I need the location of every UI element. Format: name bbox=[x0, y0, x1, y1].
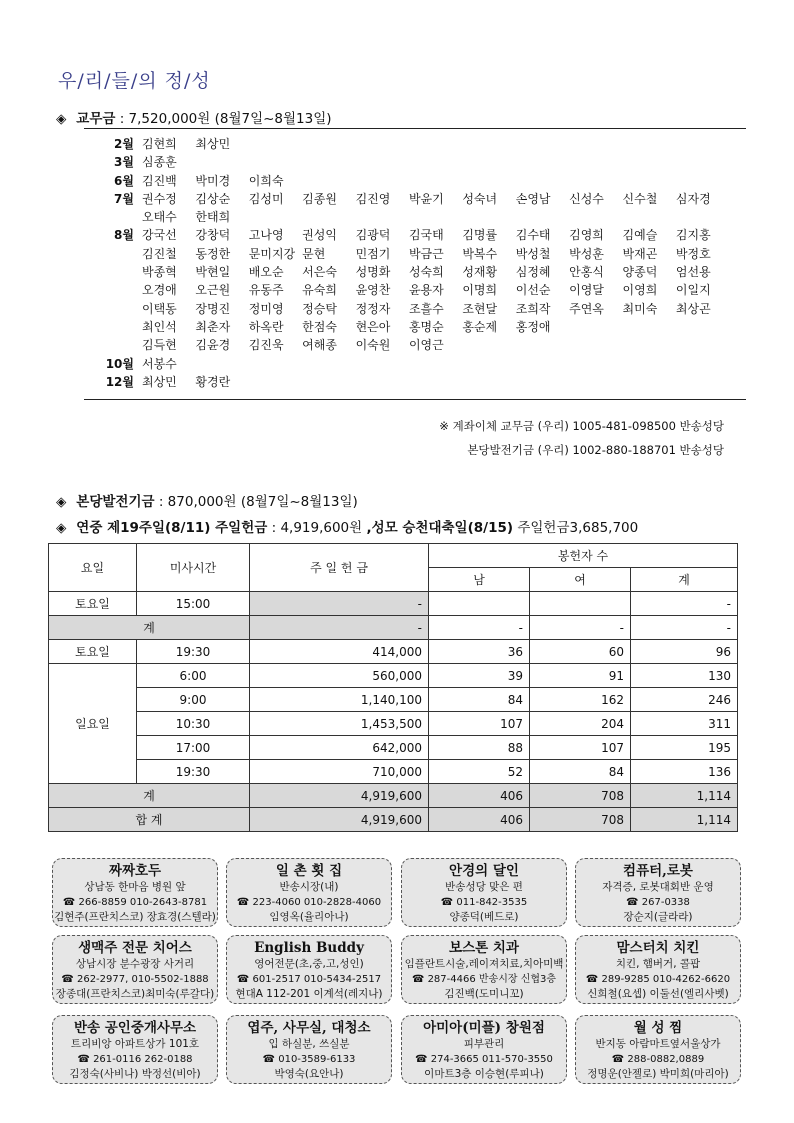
list-item bbox=[100, 208, 740, 226]
name-group bbox=[142, 172, 302, 190]
cell-time: 19:30 bbox=[137, 760, 250, 784]
cell-male: 39 bbox=[429, 664, 530, 688]
cell-subtotal-label: 계 bbox=[49, 784, 250, 808]
offering-table bbox=[48, 543, 738, 832]
parishioner-name: 김현희 bbox=[142, 137, 177, 151]
divider bbox=[84, 128, 746, 129]
parishioner-name: 정승탁 bbox=[302, 301, 337, 316]
parishioner-name: 고나영 bbox=[248, 228, 284, 243]
cell-amount: 414,000 bbox=[250, 640, 429, 664]
parishioner-name: 심자경 bbox=[675, 191, 711, 206]
ad-phone: ☎ 261-0116 262-0188 bbox=[77, 1054, 193, 1065]
parishioner-name: 심정혜 bbox=[515, 265, 551, 280]
cell-amount: - bbox=[250, 592, 429, 616]
header-amount: 주 일 헌 금 bbox=[250, 544, 429, 592]
parishioner-name: 장명진 bbox=[195, 301, 231, 316]
parishioner-name: 엄선용 bbox=[675, 265, 711, 280]
parishioner-name: 김득현 bbox=[142, 338, 177, 353]
ad-line: 상남동 한마음 병원 앞 bbox=[84, 881, 186, 893]
cell-amount: 4,919,600 bbox=[250, 784, 429, 808]
parishioner-name: 조현달 bbox=[462, 301, 498, 316]
ad-line: 상남시장 분수광장 사거리 bbox=[75, 958, 195, 970]
cell-total: 311 bbox=[631, 712, 738, 736]
ad-phone: ☎ 262-2977, 010-5502-1888 bbox=[61, 974, 209, 985]
ad-phone: ☎ 010-3589-6133 bbox=[262, 1054, 356, 1065]
divider bbox=[84, 399, 746, 400]
account-note-1: ※ 계좌이체 교무금 (우리) 1005-481-098500 반송성당 bbox=[439, 419, 724, 433]
name-group bbox=[142, 263, 729, 281]
parishioner-name: 안홍식 bbox=[569, 265, 604, 280]
cell-time: 10:30 bbox=[137, 712, 250, 736]
cell-amount: 710,000 bbox=[250, 760, 429, 784]
cell-total: 96 bbox=[631, 640, 738, 664]
parishioner-name: 박미경 bbox=[195, 173, 231, 188]
parishioner-name: 강창덕 bbox=[195, 228, 231, 243]
month-label: 3월 bbox=[114, 155, 134, 170]
name-group bbox=[142, 355, 195, 373]
parishioner-name: 박정호 bbox=[675, 246, 711, 261]
table-row bbox=[49, 592, 738, 616]
parishioner-name: 정정자 bbox=[355, 301, 391, 316]
cell-male: 88 bbox=[429, 736, 530, 760]
cell-time: 6:00 bbox=[137, 664, 250, 688]
parishioner-name: 김수태 bbox=[515, 228, 551, 243]
ad-phone: ☎ 267-0338 bbox=[626, 897, 690, 908]
ad-line: 입 하실분, 쓰실분 bbox=[268, 1038, 350, 1050]
ad-box bbox=[401, 858, 567, 927]
diamond-icon: ◈ bbox=[56, 111, 67, 127]
parishioner-name: 서봉수 bbox=[142, 356, 177, 371]
table-row bbox=[49, 784, 738, 808]
ad-name: 월 성 찜 bbox=[633, 1020, 683, 1036]
cell-time: 9:00 bbox=[137, 688, 250, 712]
parishioner-name: 정미영 bbox=[248, 301, 284, 316]
parishioner-name: 윤용자 bbox=[408, 283, 444, 298]
ad-name: 짜짜호두 bbox=[108, 863, 162, 879]
parishioner-name: 신성수 bbox=[569, 191, 604, 206]
ad-phone: ☎ 289-9285 010-4262-6620 bbox=[585, 974, 731, 985]
cell-female: 162 bbox=[530, 688, 631, 712]
header-total: 계 bbox=[631, 568, 738, 592]
cell-total: - bbox=[631, 616, 738, 640]
name-group bbox=[142, 373, 249, 391]
cell-female: 84 bbox=[530, 760, 631, 784]
ad-owner: 김진백(도미니꼬) bbox=[444, 988, 524, 1000]
parishioner-name: 성숙희 bbox=[408, 265, 444, 280]
assumption-label: ,성모 승천대축일(8/15) bbox=[366, 520, 514, 536]
parishioner-name: 이희숙 bbox=[248, 173, 284, 188]
parishioner-name: 김진백 bbox=[142, 173, 177, 188]
parishioner-name: 최상민 bbox=[142, 374, 177, 389]
table-row bbox=[49, 616, 738, 640]
cell-grand-total-label: 합 계 bbox=[49, 808, 250, 832]
ad-phone: ☎ 601-2517 010-5434-2517 bbox=[236, 974, 382, 985]
parishioner-name: 이택동 bbox=[142, 301, 177, 316]
table-row bbox=[49, 712, 738, 736]
parishioner-name: 조희작 bbox=[515, 301, 551, 316]
parishioner-name: 홍정애 bbox=[515, 319, 551, 334]
cell-total: 1,114 bbox=[631, 808, 738, 832]
parishioner-name: 하옥란 bbox=[248, 319, 284, 334]
table-row bbox=[49, 640, 738, 664]
sunday-offering-text: : 4,919,600원 bbox=[267, 520, 367, 536]
parishioner-name: 서은숙 bbox=[302, 265, 337, 280]
cell-day: 토요일 bbox=[49, 640, 137, 664]
ad-owner: 김정숙(사비나) 박정선(비아) bbox=[69, 1068, 201, 1080]
name-group bbox=[142, 281, 729, 299]
name-group bbox=[142, 300, 729, 318]
ad-name: 안경의 달인 bbox=[449, 863, 519, 879]
parishioner-name: 배오순 bbox=[248, 265, 284, 280]
parishioner-name: 김진욱 bbox=[248, 338, 284, 353]
list-item bbox=[100, 281, 740, 299]
cell-male: 406 bbox=[429, 784, 530, 808]
cell-total: 246 bbox=[631, 688, 738, 712]
cell-total: 130 bbox=[631, 664, 738, 688]
header-time: 미사시간 bbox=[137, 544, 250, 592]
ad-name: 아미아(미플) 창원점 bbox=[423, 1020, 545, 1036]
parishioner-name: 김예슬 bbox=[622, 228, 658, 243]
month-label bbox=[100, 281, 142, 299]
list-item bbox=[100, 300, 740, 318]
parishioner-name: 최상민 bbox=[195, 137, 231, 151]
name-group bbox=[142, 135, 249, 153]
offering-heading bbox=[56, 107, 332, 127]
parishioner-name: 박금근 bbox=[408, 246, 444, 261]
cell-amount: 642,000 bbox=[250, 736, 429, 760]
account-note-2: 본당발전기금 (우리) 1002-880-188701 반송성당 bbox=[467, 443, 724, 457]
parishioner-name: 이영근 bbox=[408, 338, 444, 353]
ad-box bbox=[575, 1015, 741, 1084]
list-item bbox=[100, 172, 740, 190]
parishioner-name: 이영달 bbox=[569, 283, 604, 298]
parishioner-name: 김광덕 bbox=[355, 228, 391, 243]
ad-name: 맘스터치 치킨 bbox=[616, 940, 700, 956]
table-row bbox=[49, 664, 738, 688]
ad-owner: 박영숙(요안나) bbox=[274, 1068, 344, 1080]
parishioner-name: 성숙녀 bbox=[462, 191, 498, 206]
ad-owner: 김현주(프란치스코) 장효경(스텔라) bbox=[54, 911, 216, 923]
parishioner-name: 박성철 bbox=[515, 246, 551, 261]
parishioner-name: 최상곤 bbox=[675, 301, 711, 316]
month-label bbox=[100, 245, 142, 263]
parishioner-name: 박종혁 bbox=[142, 265, 177, 280]
month-label: 6월 bbox=[114, 173, 134, 188]
ad-box bbox=[575, 935, 741, 1004]
cell-female: 91 bbox=[530, 664, 631, 688]
ad-owner: 장순지(글라라) bbox=[623, 911, 693, 923]
cell-female: 204 bbox=[530, 712, 631, 736]
list-item bbox=[100, 153, 740, 171]
development-fund-label: 본당발전기금 bbox=[76, 494, 155, 510]
assumption-text: 주일헌금3,685,700 bbox=[513, 520, 639, 536]
ad-phone: ☎ 223-4060 010-2828-4060 bbox=[236, 897, 382, 908]
table-row bbox=[49, 760, 738, 784]
cell-male bbox=[429, 592, 530, 616]
parishioner-name: 강국선 bbox=[142, 228, 177, 243]
ad-name: 컴퓨터,로봇 bbox=[623, 863, 693, 879]
month-label bbox=[100, 318, 142, 336]
list-item bbox=[100, 318, 740, 336]
month-label: 12월 bbox=[105, 374, 134, 389]
list-item bbox=[100, 355, 740, 373]
parishioner-name: 박성훈 bbox=[569, 246, 604, 261]
parishioner-name: 홍명순 bbox=[408, 319, 444, 334]
name-group bbox=[142, 226, 729, 244]
parishioner-name: 주연옥 bbox=[569, 301, 604, 316]
list-item bbox=[100, 336, 740, 354]
cell-female: 708 bbox=[530, 784, 631, 808]
cell-female: 107 bbox=[530, 736, 631, 760]
ad-box bbox=[226, 935, 392, 1004]
cell-female bbox=[530, 592, 631, 616]
month-label bbox=[100, 336, 142, 354]
parishioner-name: 김명률 bbox=[462, 228, 498, 243]
ad-box bbox=[401, 1015, 567, 1084]
parishioner-name: 박재곤 bbox=[622, 246, 658, 261]
cell-amount: 1,453,500 bbox=[250, 712, 429, 736]
parishioner-name: 이명희 bbox=[462, 283, 498, 298]
month-label: 10월 bbox=[105, 356, 134, 371]
ad-box bbox=[226, 858, 392, 927]
cell-female: 708 bbox=[530, 808, 631, 832]
table-row bbox=[49, 688, 738, 712]
parishioner-name: 현은아 bbox=[355, 319, 391, 334]
parishioner-name: 오태수 bbox=[142, 210, 177, 225]
list-item bbox=[100, 263, 740, 281]
name-group bbox=[142, 336, 462, 354]
parishioner-name: 이숙원 bbox=[355, 338, 391, 353]
parishioner-name: 김지홍 bbox=[675, 228, 711, 243]
parishioner-name: 김성미 bbox=[248, 191, 284, 206]
parishioner-name: 신수철 bbox=[622, 191, 658, 206]
parishioner-name: 문현 bbox=[302, 246, 326, 261]
parishioner-name: 박현일 bbox=[195, 265, 231, 280]
parishioner-name: 김진철 bbox=[142, 246, 177, 261]
cell-total: 136 bbox=[631, 760, 738, 784]
parishioner-name: 한태희 bbox=[195, 210, 231, 225]
parishioner-name: 동정한 bbox=[195, 246, 231, 261]
ad-line: 영어전문(초,중,고,성인) bbox=[254, 958, 364, 970]
ad-phone: ☎ 011-842-3535 bbox=[440, 897, 528, 908]
cell-male: 36 bbox=[429, 640, 530, 664]
parishioner-name: 황경란 bbox=[195, 374, 231, 389]
parishioner-name: 박복수 bbox=[462, 246, 498, 261]
list-item bbox=[100, 226, 740, 244]
offering-text: : 7,520,000원 (8월7일~8월13일) bbox=[115, 111, 332, 127]
header-day: 요일 bbox=[49, 544, 137, 592]
ad-name: 반송 공인중개사무소 bbox=[73, 1020, 197, 1036]
parishioner-name: 홍순제 bbox=[462, 319, 498, 334]
header-male: 남 bbox=[429, 568, 530, 592]
parishioner-name: 유동주 bbox=[248, 283, 284, 298]
parishioner-name: 김상순 bbox=[195, 191, 231, 206]
parishioner-name: 윤영찬 bbox=[355, 283, 391, 298]
list-item bbox=[100, 245, 740, 263]
ad-owner: 임영옥(율리아나) bbox=[269, 911, 349, 923]
development-fund-heading bbox=[56, 490, 358, 510]
parishioner-name: 김국태 bbox=[408, 228, 444, 243]
ad-line: 반송성당 맞은 편 bbox=[445, 881, 523, 893]
ad-line: 자격증, 로봇대회반 운영 bbox=[602, 881, 714, 893]
cell-total: - bbox=[631, 592, 738, 616]
ad-owner: 현대A 112-201 이계석(레지나) bbox=[235, 988, 383, 1000]
cell-subtotal-label: 계 bbox=[49, 616, 250, 640]
ad-owner: 이마트3층 이승현(루피나) bbox=[424, 1068, 544, 1080]
name-group bbox=[142, 153, 195, 171]
parishioner-name: 이선순 bbox=[515, 283, 551, 298]
cell-female: 60 bbox=[530, 640, 631, 664]
cell-female: - bbox=[530, 616, 631, 640]
page-title: 우/리/들/의 정/성 bbox=[58, 70, 211, 92]
parishioner-name: 손영남 bbox=[515, 191, 551, 206]
header-attendees: 봉헌자 수 bbox=[429, 544, 738, 568]
ad-box bbox=[52, 858, 218, 927]
ad-owner: 정명운(안젤로) 박미희(마리아) bbox=[587, 1068, 729, 1080]
month-label bbox=[100, 208, 142, 226]
month-label bbox=[100, 263, 142, 281]
parishioner-name: 최미숙 bbox=[622, 301, 658, 316]
parishioner-name: 민점기 bbox=[355, 246, 391, 261]
parishioner-name: 최춘자 bbox=[195, 319, 231, 334]
ad-name: English Buddy bbox=[254, 940, 364, 956]
ad-line: 반송시장(내) bbox=[279, 881, 339, 893]
ad-line: 치킨, 햄버거, 콜팝 bbox=[615, 958, 701, 970]
development-fund-text: : 870,000원 (8월7일~8월13일) bbox=[154, 494, 358, 510]
parishioner-name: 오근원 bbox=[195, 283, 231, 298]
parishioner-name: 김진영 bbox=[355, 191, 391, 206]
parishioner-list bbox=[100, 135, 740, 391]
cell-male: 107 bbox=[429, 712, 530, 736]
list-item bbox=[100, 135, 740, 153]
parishioner-name: 성명화 bbox=[355, 265, 391, 280]
sunday-offering-heading bbox=[56, 516, 638, 536]
ad-box bbox=[575, 858, 741, 927]
parishioner-name: 양종덕 bbox=[622, 265, 658, 280]
ad-name: 생맥주 전문 치어스 bbox=[78, 940, 192, 956]
parishioner-name: 한점숙 bbox=[302, 319, 337, 334]
month-label bbox=[100, 300, 142, 318]
ad-line: 반지동 아람마트옆서울상가 bbox=[595, 1038, 721, 1050]
table-row bbox=[49, 736, 738, 760]
list-item bbox=[100, 373, 740, 391]
ad-box bbox=[401, 935, 567, 1004]
cell-male: - bbox=[429, 616, 530, 640]
parishioner-name: 성재황 bbox=[462, 265, 498, 280]
parishioner-name: 김윤경 bbox=[195, 338, 231, 353]
cell-amount: 560,000 bbox=[250, 664, 429, 688]
parishioner-name: 유숙희 bbox=[302, 283, 337, 298]
name-group bbox=[142, 190, 729, 208]
diamond-icon: ◈ bbox=[56, 520, 67, 536]
ad-phone: ☎ 274-3665 011-570-3550 bbox=[415, 1054, 553, 1065]
parishioner-name: 조흘수 bbox=[408, 301, 444, 316]
cell-amount: 4,919,600 bbox=[250, 808, 429, 832]
ad-box bbox=[52, 935, 218, 1004]
ad-box bbox=[52, 1015, 218, 1084]
month-label: 7월 bbox=[114, 191, 134, 206]
cell-amount: 1,140,100 bbox=[250, 688, 429, 712]
parishioner-name: 박윤기 bbox=[408, 191, 444, 206]
parishioner-name: 권수정 bbox=[142, 191, 177, 206]
parishioner-name: 김영희 bbox=[569, 228, 604, 243]
ad-box bbox=[226, 1015, 392, 1084]
name-group bbox=[142, 245, 729, 263]
name-group bbox=[142, 318, 569, 336]
parishioner-name: 김종원 bbox=[302, 191, 337, 206]
table-header-row bbox=[49, 544, 738, 568]
diamond-icon: ◈ bbox=[56, 494, 67, 510]
table-row bbox=[49, 808, 738, 832]
parishioner-name: 여해종 bbox=[302, 338, 337, 353]
cell-amount: - bbox=[250, 616, 429, 640]
ad-line: 피부관리 bbox=[463, 1038, 505, 1050]
cell-male: 84 bbox=[429, 688, 530, 712]
ad-owner: 신희철(요셉) 이둘선(엘리사벳) bbox=[587, 988, 729, 1000]
parishioner-name: 권성익 bbox=[302, 228, 337, 243]
parishioner-name: 오경애 bbox=[142, 283, 177, 298]
ad-line: 임플란트시술,레이져치료,치아미백 bbox=[404, 958, 564, 970]
ad-phone: ☎ 266-8859 010-2643-8781 bbox=[62, 897, 208, 908]
parishioner-name: 이일지 bbox=[675, 283, 711, 298]
parishioner-name: 심종훈 bbox=[142, 155, 177, 170]
list-item bbox=[100, 190, 740, 208]
month-label: 8월 bbox=[114, 228, 134, 243]
ad-name: 엽주, 사무실, 대청소 bbox=[247, 1020, 371, 1036]
cell-day: 토요일 bbox=[49, 592, 137, 616]
cell-male: 406 bbox=[429, 808, 530, 832]
parishioner-name: 최인석 bbox=[142, 319, 177, 334]
name-group bbox=[142, 208, 249, 226]
cell-time: 19:30 bbox=[137, 640, 250, 664]
cell-total: 1,114 bbox=[631, 784, 738, 808]
parishioner-name: 문미지강 bbox=[248, 246, 296, 261]
parishioner-name: 이영희 bbox=[622, 283, 658, 298]
ad-phone: ☎ 287-4466 반송시장 신협3층 bbox=[411, 974, 557, 985]
month-label: 2월 bbox=[114, 137, 134, 151]
ad-phone: ☎ 288-0882,0889 bbox=[611, 1054, 705, 1065]
ad-owner: 양종덕(베드로) bbox=[449, 911, 519, 923]
header-female: 여 bbox=[530, 568, 631, 592]
ad-name: 일 촌 횟 집 bbox=[275, 863, 343, 879]
cell-male: 52 bbox=[429, 760, 530, 784]
ad-line: 트리비앙 아파트상가 101호 bbox=[70, 1038, 200, 1050]
cell-total: 195 bbox=[631, 736, 738, 760]
sunday-offering-label: 연중 제19주일(8/11) 주일헌금 bbox=[76, 520, 268, 536]
cell-time: 15:00 bbox=[137, 592, 250, 616]
offering-label: 교무금 bbox=[76, 111, 116, 127]
cell-time: 17:00 bbox=[137, 736, 250, 760]
ad-name: 보스톤 치과 bbox=[449, 940, 519, 956]
ad-owner: 장종대(프란치스코)최미숙(루갈다) bbox=[55, 988, 215, 1000]
cell-day: 일요일 bbox=[49, 664, 137, 784]
